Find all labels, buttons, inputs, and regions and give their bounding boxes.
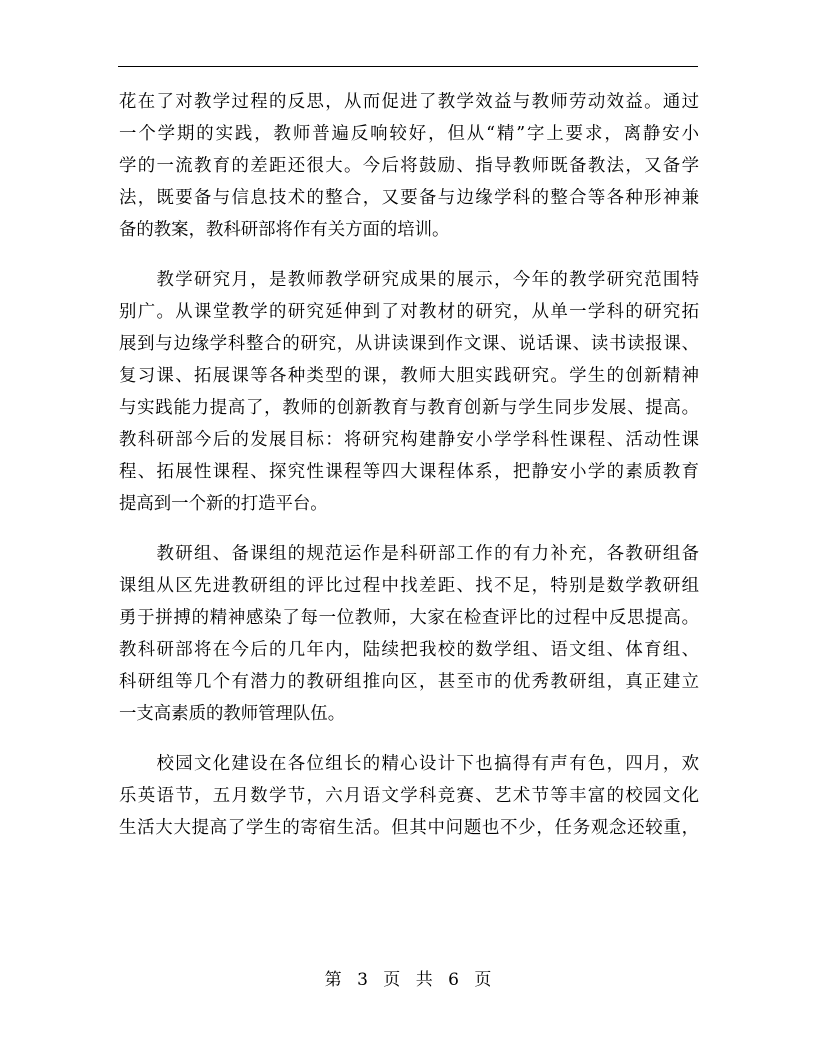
text-line: 勇于拼搏的精神感染了每一位教师，大家在检查评比的过程中反思提高。 [119,608,699,628]
body-text [119,86,699,844]
current-page-number: 3 [357,970,368,990]
text-line: 学的一流教育的差距还很大。今后将鼓励、指导教师既备教法，又备学 [119,156,699,176]
footer-prefix: 第 [324,970,342,990]
text-line: 教科研部今后的发展目标：将研究构建静安小学学科性课程、活动性课 [119,430,699,450]
text-line: 提高到一个新的打造平台。 [119,494,328,514]
text-line: 别广。从课堂教学的研究延伸到了对教材的研究，从单一学科的研究拓 [119,302,699,322]
footer-total-prefix: 共 [415,970,433,990]
paragraph [119,748,699,844]
text-line: 教科研部将在今后的几年内，陆续把我校的数学组、语文组、体育组、 [119,640,699,660]
paragraph [119,86,699,246]
text-line: 乐英语节，五月数学节，六月语文学科竞赛、艺术节等丰富的校园文化 [119,786,699,806]
text-line: 校园文化建设在各位组长的精心设计下也搞得有声有色，四月，欢 [119,754,699,774]
paragraph [119,538,699,730]
text-line: 复习课、拓展课等各种类型的课，教师大胆实践研究。学生的创新精神 [119,366,699,386]
text-line: 科研组等几个有潜力的教研组推向区，甚至市的优秀教研组，真正建立 [119,672,699,692]
text-line: 一个学期的实践，教师普遍反响较好，但从“精”字上要求，离静安小 [119,124,699,144]
page-footer [0,968,816,992]
text-line: 教研组、备课组的规范运作是科研部工作的有力补充，各教研组备 [119,544,699,564]
text-line: 备的教案，教科研部将作有关方面的培训。 [119,220,450,240]
text-line: 课组从区先进教研组的评比过程中找差距、找不足，特别是数学教研组 [119,576,699,596]
text-line: 展到与边缘学科整合的研究，从讲读课到作文课、说话课、读书读报课、 [119,334,699,354]
paragraph [119,264,699,520]
text-line: 法，既要备与信息技术的整合，又要备与边缘学科的整合等各种形神兼 [119,188,699,208]
header-rule [118,66,698,67]
footer-page-unit: 页 [383,970,401,990]
text-line: 生活大大提高了学生的寄宿生活。但其中问题也不少，任务观念还较重， [119,818,699,838]
footer-total-unit: 页 [474,970,492,990]
text-line: 程、拓展性课程、探究性课程等四大课程体系，把静安小学的素质教育 [119,462,699,482]
text-line: 与实践能力提高了，教师的创新教育与教育创新与学生同步发展、提高。 [119,398,699,418]
text-line: 教学研究月，是教师教学研究成果的展示，今年的教学研究范围特 [119,270,699,290]
text-line: 花在了对教学过程的反思，从而促进了教学效益与教师劳动效益。通过 [119,92,699,112]
text-line: 一支高素质的教师管理队伍。 [119,704,346,724]
total-page-number: 6 [448,970,459,990]
